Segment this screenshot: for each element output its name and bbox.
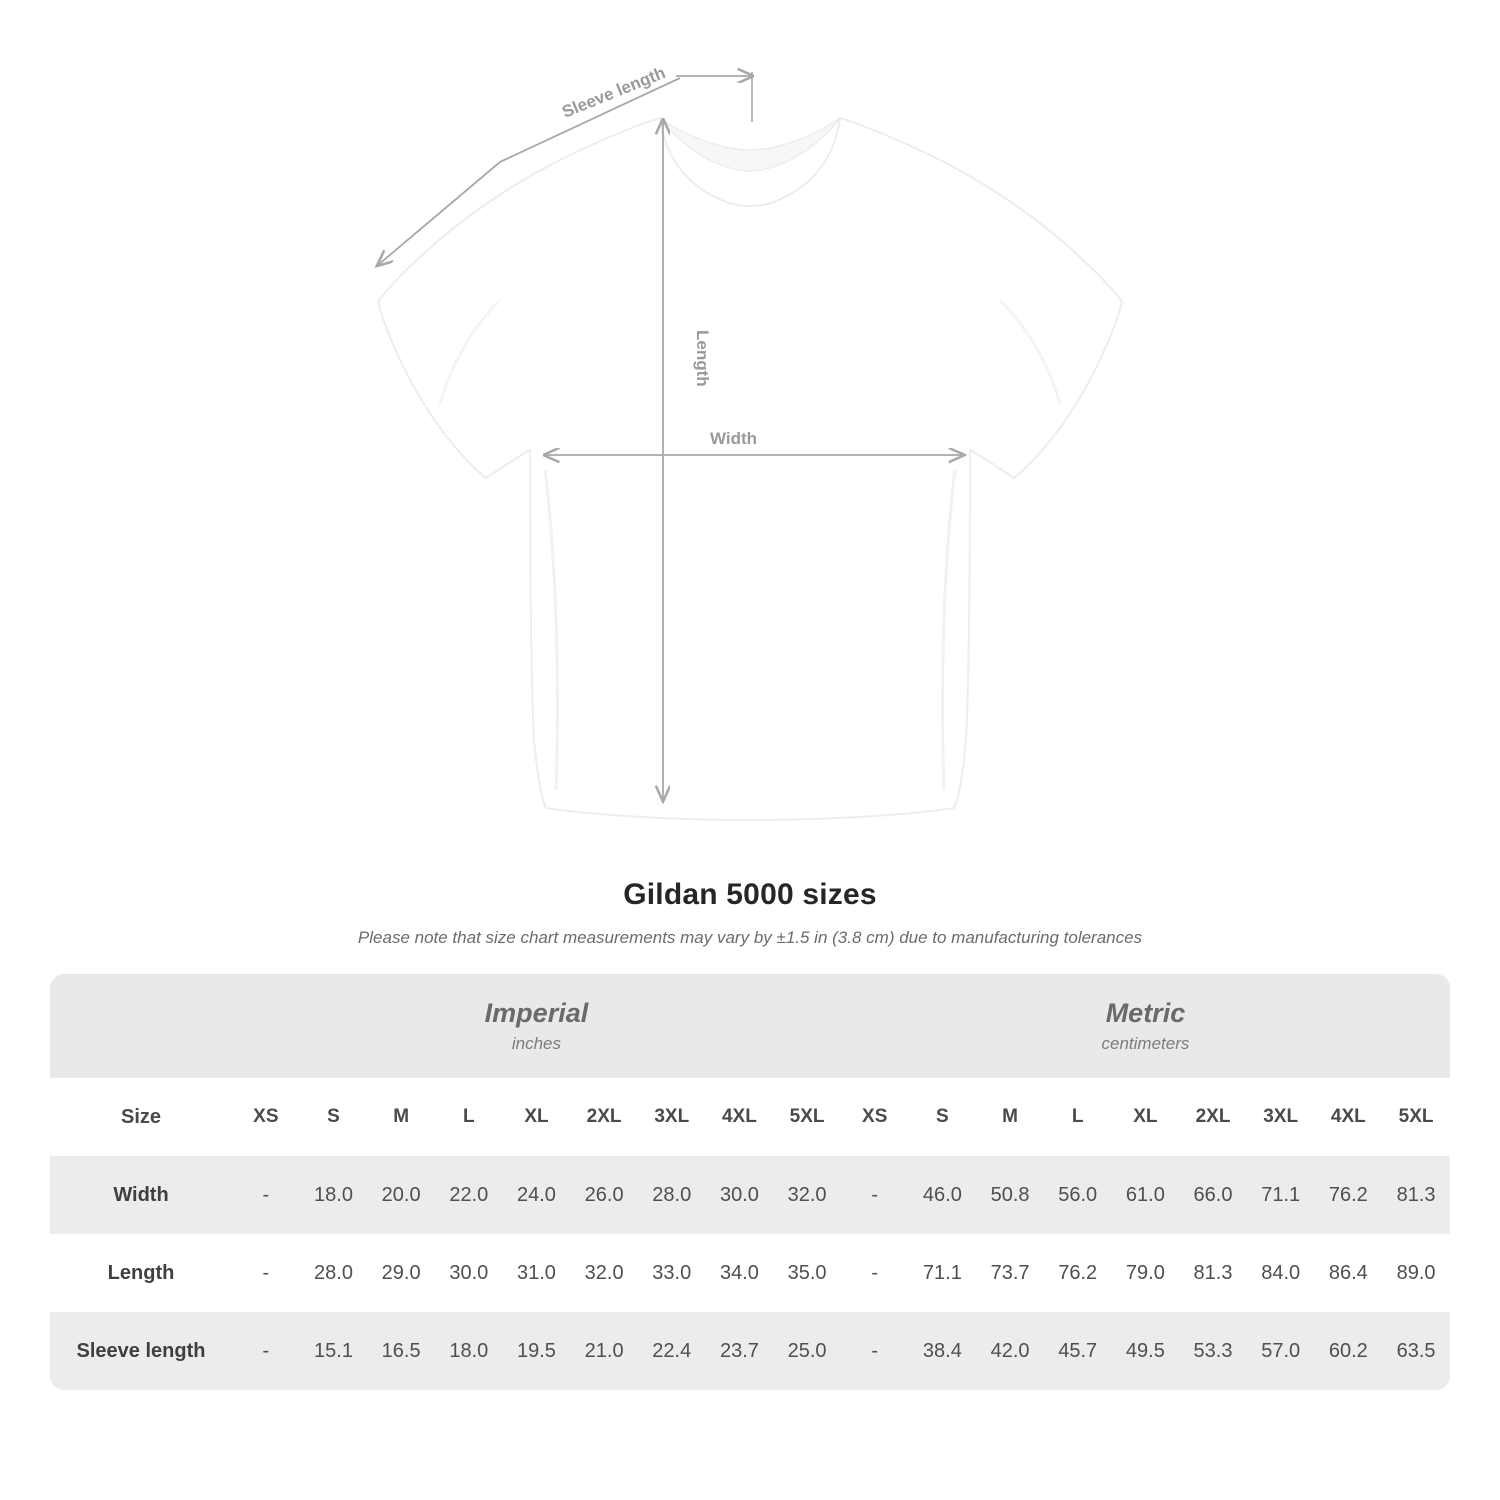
measurement-cell: 32.0 <box>773 1156 841 1234</box>
measurement-cell: 34.0 <box>706 1234 774 1312</box>
measurement-cell: - <box>232 1312 300 1390</box>
measurement-cell: 71.1 <box>1247 1156 1315 1234</box>
measurement-cell: 60.2 <box>1315 1312 1383 1390</box>
measurement-cell: 71.1 <box>909 1234 977 1312</box>
title-block <box>0 878 1500 948</box>
measurement-cell: 89.0 <box>1382 1234 1450 1312</box>
measurement-cell: 81.3 <box>1179 1234 1247 1312</box>
measurement-cell: 79.0 <box>1112 1234 1180 1312</box>
measurement-cell: 32.0 <box>570 1234 638 1312</box>
tshirt-shape <box>378 118 1122 820</box>
size-header-cell: XS <box>841 1078 909 1156</box>
length-label: Length <box>693 330 712 387</box>
measurement-cell: 22.4 <box>638 1312 706 1390</box>
measurement-cell: 33.0 <box>638 1234 706 1312</box>
sleeve-length-label: Sleeve length <box>559 63 669 122</box>
size-header-cell: S <box>909 1078 977 1156</box>
measurement-cell: 53.3 <box>1179 1312 1247 1390</box>
measurement-cell: 22.0 <box>435 1156 503 1234</box>
size-header-cell: S <box>300 1078 368 1156</box>
unit-group-name: Imperial <box>484 998 589 1029</box>
size-header-cell: L <box>1044 1078 1112 1156</box>
size-header-cell: XL <box>1112 1078 1180 1156</box>
table-row <box>50 1234 1450 1312</box>
measurement-cell: 23.7 <box>706 1312 774 1390</box>
measurement-cell: 66.0 <box>1179 1156 1247 1234</box>
size-table-wrapper <box>50 974 1450 1390</box>
size-header-cell: 4XL <box>706 1078 774 1156</box>
measurement-cell: - <box>232 1234 300 1312</box>
measurement-cell: 61.0 <box>1112 1156 1180 1234</box>
measurement-cell: 15.1 <box>300 1312 368 1390</box>
unit-group-subtitle: inches <box>511 1033 562 1053</box>
measurement-cell: 19.5 <box>503 1312 571 1390</box>
row-label: Length <box>50 1234 232 1312</box>
size-header-cell: XL <box>503 1078 571 1156</box>
size-header-cell: 5XL <box>1382 1078 1450 1156</box>
unit-header-spacer <box>50 974 232 1078</box>
measurement-cell: 81.3 <box>1382 1156 1450 1234</box>
measurement-cell: 25.0 <box>773 1312 841 1390</box>
measurement-cell: - <box>841 1156 909 1234</box>
unit-group-metric <box>841 974 1450 1078</box>
measurement-cell: 76.2 <box>1315 1156 1383 1234</box>
size-table <box>50 974 1450 1390</box>
measurement-cell: 35.0 <box>773 1234 841 1312</box>
unit-group-subtitle: centimeters <box>1101 1033 1190 1053</box>
measurement-cell: 49.5 <box>1112 1312 1180 1390</box>
measurement-cell: - <box>841 1234 909 1312</box>
measurement-cell: 30.0 <box>706 1156 774 1234</box>
measurement-cell: 21.0 <box>570 1312 638 1390</box>
row-label: Sleeve length <box>50 1312 232 1390</box>
measurement-cell: 46.0 <box>909 1156 977 1234</box>
measurement-cell: 63.5 <box>1382 1312 1450 1390</box>
measurement-cell: 24.0 <box>503 1156 571 1234</box>
unit-header-row <box>50 974 1450 1078</box>
measurement-cell: 56.0 <box>1044 1156 1112 1234</box>
size-header-cell: 2XL <box>570 1078 638 1156</box>
measurement-cell: 42.0 <box>976 1312 1044 1390</box>
size-header-cell: M <box>976 1078 1044 1156</box>
unit-group-name: Metric <box>1105 998 1186 1029</box>
measurement-cell: 50.8 <box>976 1156 1044 1234</box>
measurement-cell: 84.0 <box>1247 1234 1315 1312</box>
measurement-cell: 20.0 <box>367 1156 435 1234</box>
size-header-cell: 3XL <box>1247 1078 1315 1156</box>
measurement-cell: 28.0 <box>300 1234 368 1312</box>
size-header-cell: 5XL <box>773 1078 841 1156</box>
size-header-cell: L <box>435 1078 503 1156</box>
measurement-cell: 29.0 <box>367 1234 435 1312</box>
size-header-cell: M <box>367 1078 435 1156</box>
unit-group-imperial <box>232 974 841 1078</box>
width-label: Width <box>710 429 758 448</box>
measurement-cell: 31.0 <box>503 1234 571 1312</box>
measurement-cell: 26.0 <box>570 1156 638 1234</box>
measurement-cell: - <box>841 1312 909 1390</box>
measurement-cell: 30.0 <box>435 1234 503 1312</box>
table-row <box>50 1156 1450 1234</box>
row-label: Width <box>50 1156 232 1234</box>
measurement-cell: 18.0 <box>300 1156 368 1234</box>
measurement-cell: 16.5 <box>367 1312 435 1390</box>
measurement-cell: 38.4 <box>909 1312 977 1390</box>
page-title: Gildan 5000 sizes <box>623 878 877 911</box>
measurement-cell: 57.0 <box>1247 1312 1315 1390</box>
measurement-cell: 28.0 <box>638 1156 706 1234</box>
measurement-cell: 73.7 <box>976 1234 1044 1312</box>
size-header-cell: XS <box>232 1078 300 1156</box>
size-header-label: Size <box>50 1078 232 1156</box>
size-header-cell: 2XL <box>1179 1078 1247 1156</box>
size-header-cell: 3XL <box>638 1078 706 1156</box>
measurement-cell: 18.0 <box>435 1312 503 1390</box>
measurement-cell: 86.4 <box>1315 1234 1383 1312</box>
measurement-cell: - <box>232 1156 300 1234</box>
size-header-row <box>50 1078 1450 1156</box>
measurement-cell: 45.7 <box>1044 1312 1112 1390</box>
table-row <box>50 1312 1450 1390</box>
measurement-cell: 76.2 <box>1044 1234 1112 1312</box>
measurement-note: Please note that size chart measurements may vary by ±1.5 in (3.8 cm) due to manufacturing tolerances <box>357 928 1143 947</box>
size-header-cell: 4XL <box>1315 1078 1383 1156</box>
